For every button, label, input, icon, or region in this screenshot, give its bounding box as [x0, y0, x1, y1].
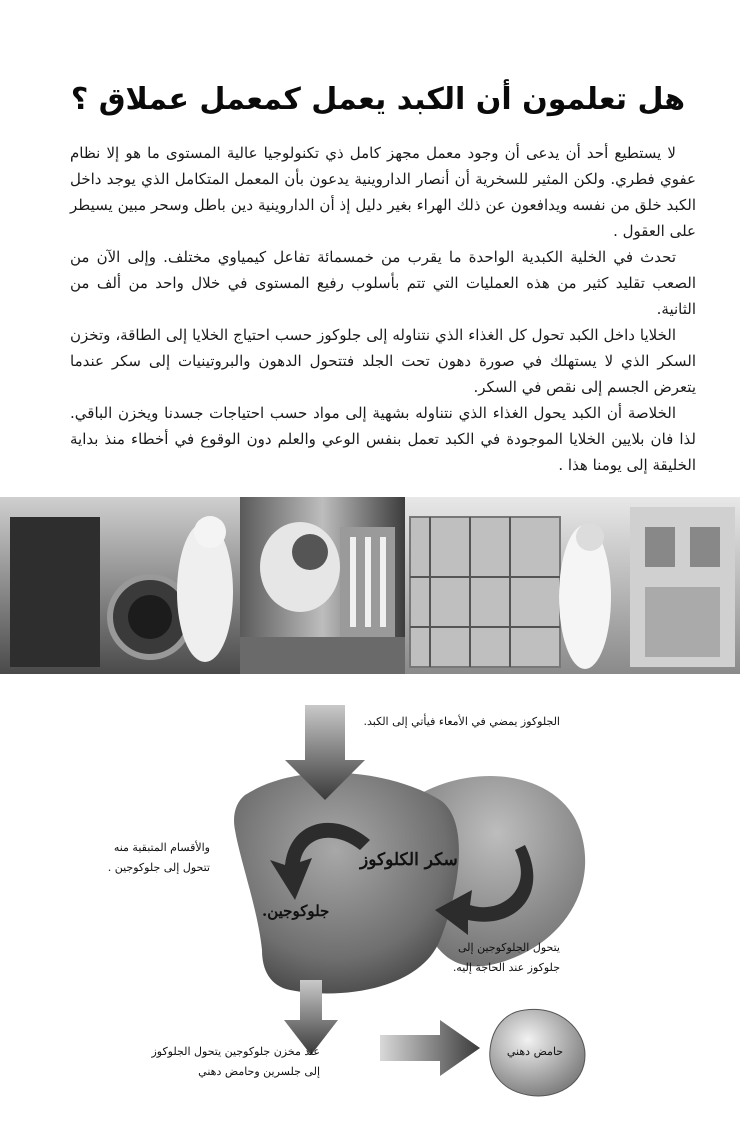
label-glycogen-to-glucose: يتحول الجلوكوجين إلى جلوكوز عند الحاجة إليه. — [452, 941, 560, 974]
label-storage: عند مخزن جلوكوجين يتحول الجلوكوز إلى جلسرين وحامض دهني — [151, 1045, 320, 1078]
lab-photo-strip — [0, 497, 740, 674]
lab-photo — [0, 497, 740, 674]
page-title: هل تعلمون أن الكبد يعمل كمعمل عملاق ؟ — [70, 82, 686, 118]
paragraph: الخلايا داخل الكبد تحول كل الغذاء الذي نتناوله إلى جلوكوز حسب احتياج الخلايا إلى الطاقة، وتخزن السكر الذي لا يستهلك في صورة دهون تحت الجلد فتتحول الدهون والبروتينيات إلى سكر عندما يتعرض الجسم إلى نقص في السكر. — [70, 326, 696, 396]
label-remaining: والأقسام المتبقية منه تتحول إلى جلوكوجين . — [107, 841, 210, 874]
label-fatty-acid: حامض دهني — [506, 1045, 564, 1058]
label-glucose-sugar: سكر الكلوكوز — [360, 850, 458, 870]
paragraph: الخلاصة أن الكبد يحول الغذاء الذي نتناوله بشهية إلى مواد حسب احتياجات جسدنا ويخزن الباقي. لذا فان بلايين الخلايا الموجودة في الكبد تعمل بنفس الوعي والعلم دون الوقوع في أخطاء منذ بداية الخليقة إلى يومنا هذا . — [70, 404, 696, 474]
article-body — [70, 140, 696, 478]
paragraph: لا يستطيع أحد أن يدعى أن وجود معمل مجهز كامل ذي تكنولوجيا عالية المستوى ما هو إلا نظام عفوي فطري. ولكن المثير للسخرية أن أنصار الداروينية يدعون بأن المعمل المتكامل الذي يوجد داخل الكبد خلق من نفسه ويدافعون عن ذلك الهراء بغير دليل إذ أن الداروينية دين باطل وسحر مبين يسيطر على العقول . — [70, 144, 696, 240]
paragraph: تحدث في الخلية الكبدية الواحدة ما يقرب من خمسمائة تفاعل كيمياوي مختلف. وإلى الآن من الصعب تقليد كثير من هذه العمليات التي تتم بأسلوب رفيع المستوى في خلال واحد من ألف من الثانية. — [70, 248, 696, 318]
label-glycogen: جلوكوجين. — [262, 902, 330, 920]
liver-illustration — [234, 773, 459, 994]
liver-diagram — [0, 690, 756, 1129]
label-glucose-intestines: الجلوكوز يمضي في الأمعاء فيأتي إلى الكبد. — [363, 715, 560, 728]
arrow-right-icon — [380, 1020, 480, 1076]
